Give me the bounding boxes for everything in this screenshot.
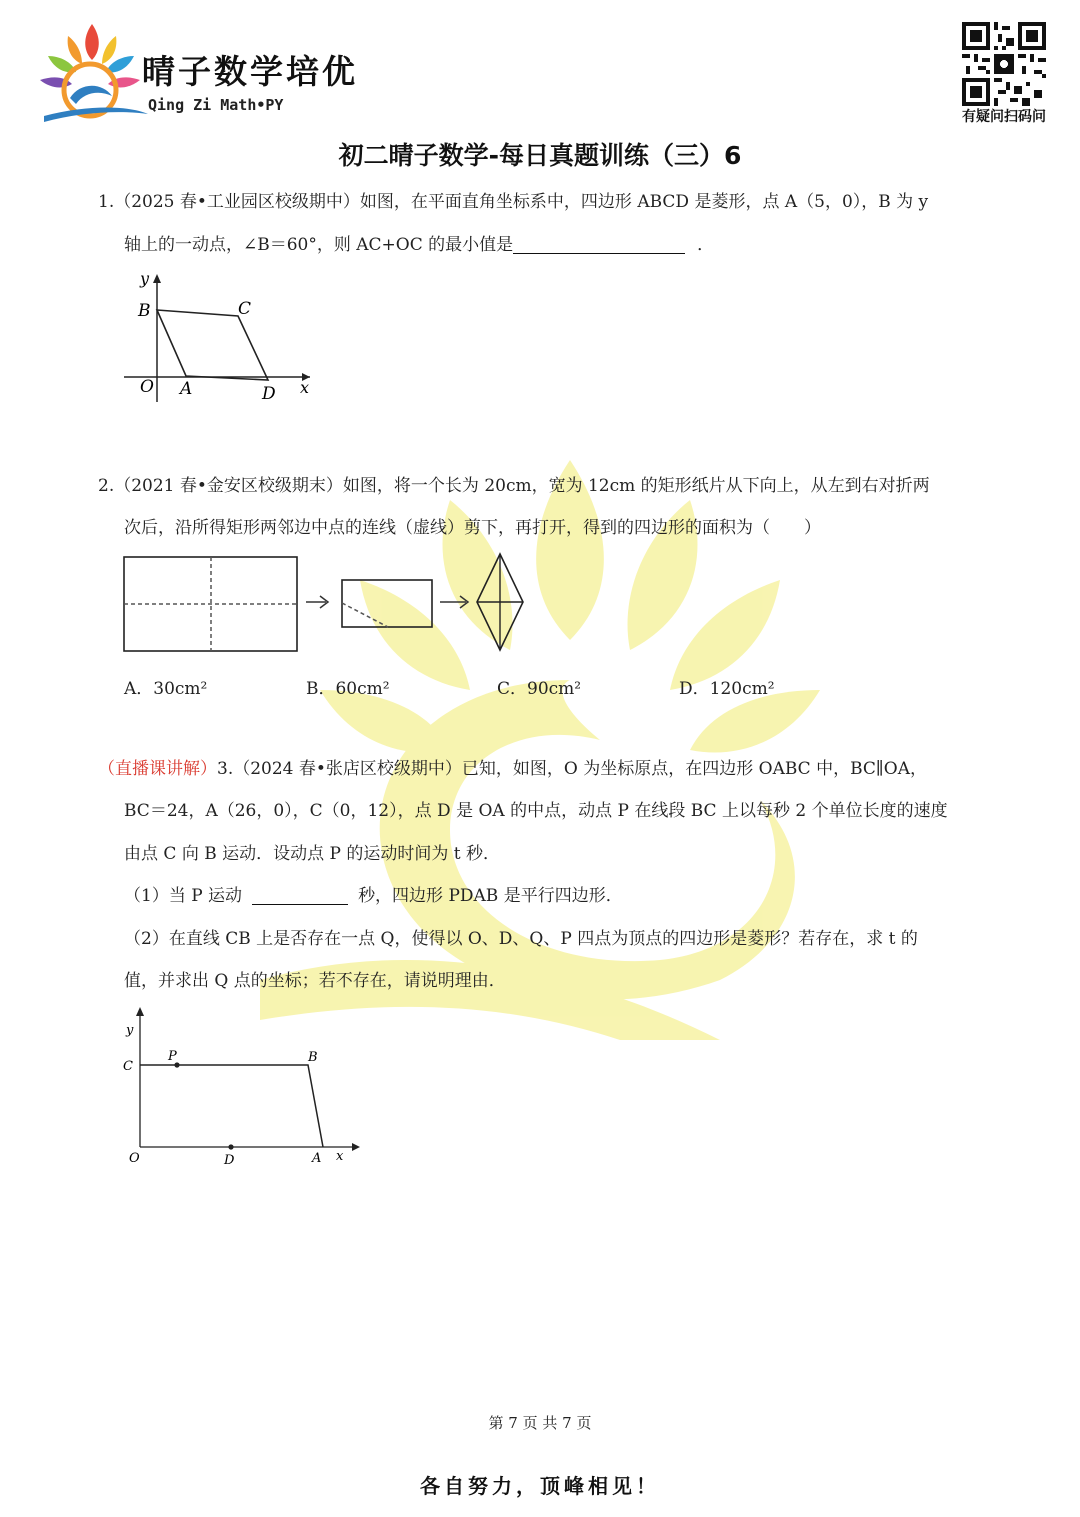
q1-text-line2-body: 轴上的一动点，∠B＝60°，则 AC+OC 的最小值是 <box>124 235 514 255</box>
brand-name-cn: 晴子数学培优 <box>142 52 358 91</box>
brand-name-en: Qing Zi Math•PY <box>148 96 284 114</box>
q1-label-y: y <box>140 269 150 288</box>
q2-folded-rectangle <box>342 580 432 627</box>
q3-answer-blank[interactable] <box>252 888 348 905</box>
q3-label-o: O <box>129 1151 140 1166</box>
q1-rhombus <box>157 310 268 380</box>
q3-label-a: A <box>312 1151 322 1166</box>
q3-text-line2: BC＝24，A（26，0），C（0，12），点 D 是 OA 的中点，动点 P 在线段 BC 上以每秒 2 个单位长度的速度 <box>124 801 948 821</box>
q2-text-line1: 2.（2021 春•金安区校级期末）如图，将一个长为 20cm，宽为 12cm 的矩形纸片从下向上，从左到右对折两 <box>98 476 930 496</box>
q3-label-d: D <box>224 1153 235 1168</box>
q3-part1-start: （1）当 P 运动 <box>124 886 243 906</box>
q1-text-line2-end: ． <box>697 235 715 255</box>
page-title: 初二晴子数学-每日真题训练（三）6 <box>338 141 742 170</box>
q3-text-line3: 由点 C 向 B 运动．设动点 P 的运动时间为 t 秒． <box>124 844 500 864</box>
q1-text-line2 <box>124 233 714 257</box>
q2-cut-line <box>342 603 388 627</box>
q1-y-arrow <box>153 274 161 283</box>
q3-part1-end: 秒，四边形 PDAB 是平行四边形． <box>358 886 623 906</box>
q3-label-c: C <box>123 1059 133 1074</box>
footer-motto: 各自努力，顶峰相见！ <box>420 1474 660 1498</box>
q3-label-x: x <box>336 1149 344 1164</box>
page-number: 第 7 页 共 7 页 <box>488 1414 592 1432</box>
qr-code[interactable] <box>962 22 1046 106</box>
q2-option-d[interactable]: D．120cm² <box>679 679 775 699</box>
q2-option-b[interactable]: B．60cm² <box>306 679 390 699</box>
q1-label-b: B <box>138 301 151 321</box>
q3-label-y: y <box>126 1023 134 1038</box>
q1-answer-blank[interactable] <box>513 237 685 254</box>
q2-figure <box>120 550 530 658</box>
q2-option-a[interactable]: A．30cm² <box>124 679 208 699</box>
q1-label-o: O <box>140 377 154 397</box>
q1-label-d: D <box>262 384 276 404</box>
q3-label-p: P <box>168 1049 177 1064</box>
q1-label-c: C <box>238 299 252 319</box>
q1-figure <box>120 266 320 406</box>
q3-part2-line1: （2）在直线 CB 上是否存在一点 Q，使得以 O、D、Q、P 四点为顶点的四边形是菱形？若存在，求 t 的 <box>124 929 918 949</box>
q2-text-line2: 次后，沿所得矩形两邻边中点的连线（虚线）剪下，再打开，得到的四边形的面积为（ ） <box>124 518 821 538</box>
q3-quadrilateral <box>140 1065 323 1147</box>
q2-option-c[interactable]: C．90cm² <box>497 679 582 699</box>
q3-part1 <box>124 884 623 908</box>
q1-text-line1: 1.（2025 春•工业园区校级期中）如图，在平面直角坐标系中，四边形 ABCD 是菱形，点 A（5，0），B 为 y <box>98 192 929 212</box>
qr-caption: 有疑问扫码问 <box>962 109 1046 125</box>
q3-live-tag: （直播课讲解） <box>98 759 217 779</box>
q3-point-d <box>228 1144 233 1149</box>
q1-label-a: A <box>180 379 193 399</box>
q3-part2-line2: 值，并求出 Q 点的坐标；若不存在，请说明理由． <box>124 971 506 991</box>
q1-label-x: x <box>300 378 310 397</box>
q3-text-line1 <box>98 757 927 781</box>
q3-figure <box>118 1004 368 1170</box>
q3-text-line1-body: 3.（2024 春•张店区校级期中）已知，如图，O 为坐标原点，在四边形 OABC 中，BC∥OA， <box>217 759 927 779</box>
q3-label-b: B <box>308 1050 318 1065</box>
